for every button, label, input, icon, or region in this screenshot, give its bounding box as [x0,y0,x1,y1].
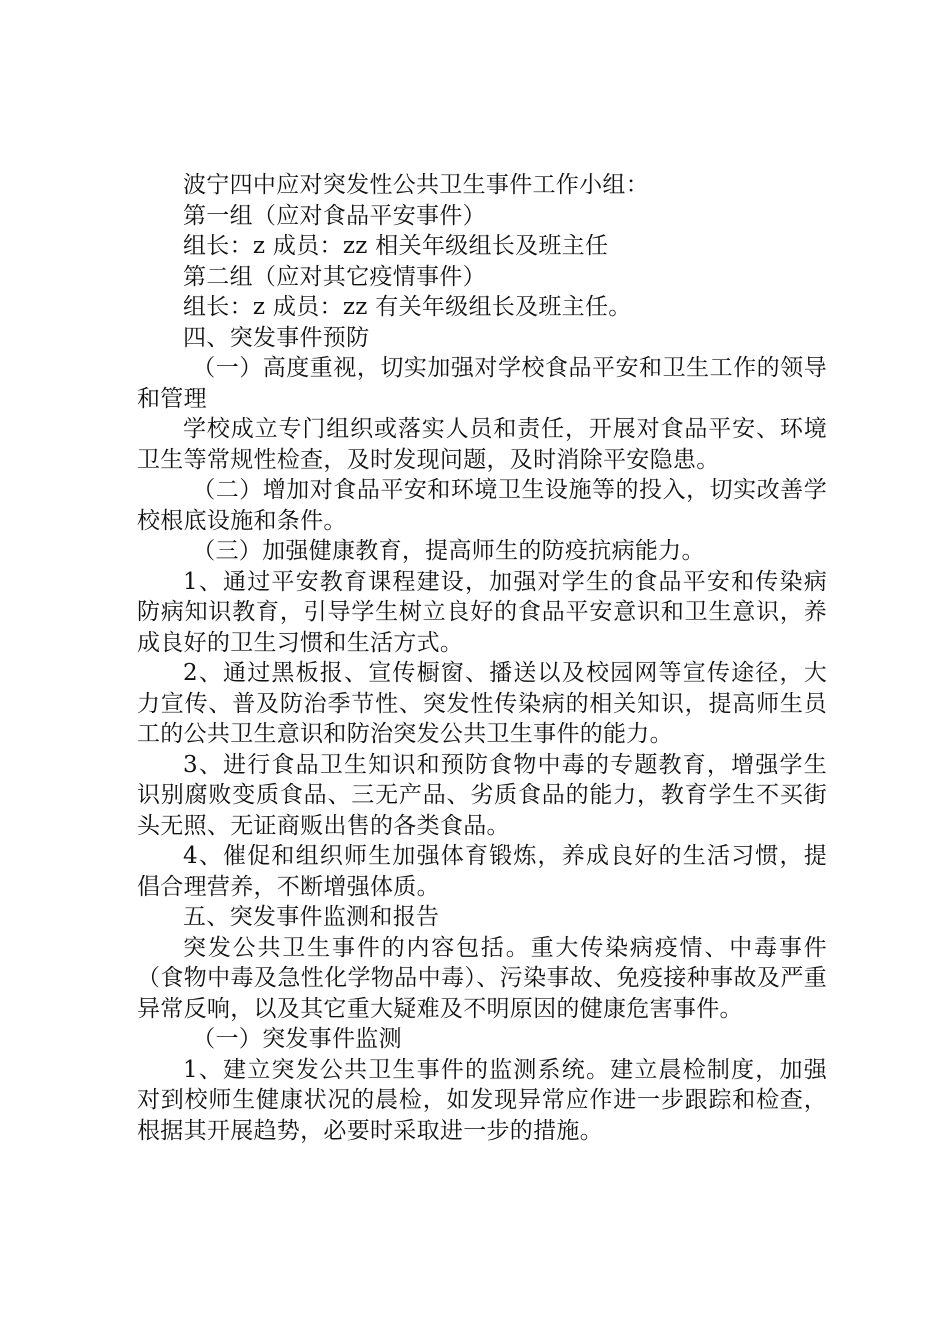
list-item-monitoring-1: 1、建立突发公共卫生事件的监测系统。建立晨检制度，加强对到校师生健康状况的晨检，如发现异常应作进一步跟踪和检查，根据其开展趋势，必要时采取进一步的措施。 [137,1056,827,1144]
list-item-education-1: 1、通过平安教育课程建设，加强对学生的食品平安和传染病防病知识教育，引导学生树立良好的食品平安意识和卫生意识，养成良好的卫生习惯和生活方式。 [137,568,827,656]
subheading-prevention-1: （一）高度重视，切实加强对学校食品平安和卫生工作的领导和管理 [137,355,827,412]
paragraph-working-group-title: 波宁四中应对突发性公共卫生事件工作小组： [183,172,649,198]
section-heading-prevention: 四、突发事件预防 [183,324,370,351]
paragraph-monitoring-scope: 突发公共卫生事件的内容包括。重大传染病疫情、中毒事件（食物中毒及急性化学物品中毒）、污染事故、免疫接种事故及严重异常反响，以及其它重大疑难及不明原因的健康危害事件。 [137,934,827,1022]
paragraph-group-two-members: 组长：z 成员：zz 有关年级组长及班主任。 [183,294,632,320]
list-item-education-3: 3、进行食品卫生知识和预防食物中毒的专题教育，增强学生识别腐败变质食品、三无产品、劣质食品的能力，教育学生不买街头无照、无证商贩出售的各类食品。 [137,751,827,839]
subheading-monitoring-1: （一）突发事件监测 [192,1026,402,1052]
section-heading-monitoring: 五、突发事件监测和报告 [183,904,440,930]
document-body [137,170,827,1146]
list-item-education-2: 2、通过黑板报、宣传橱窗、播送以及校园网等宣传途径，大力宣传、普及防治季节性、突发性传染病的相关知识，提高师生员工的公共卫生意识和防治突发公共卫生事件的能力。 [137,660,827,747]
paragraph-group-one-members: 组长：z 成员：zz 相关年级组长及班主任 [183,233,609,259]
paragraph-prevention-1-body: 学校成立专门组织或落实人员和责任，开展对食品平安、环境卫生等常规性检查，及时发现问题，及时消除平安隐患。 [137,416,827,473]
subheading-prevention-3: （三）加强健康教育，提高师生的防疫抗病能力。 [192,538,705,564]
paragraph-group-one: 第一组（应对食品平安事件） [183,202,486,229]
paragraph-group-two: 第二组（应对其它疫情事件） [183,263,486,290]
list-item-education-4: 4、催促和组织师生加强体育锻炼，养成良好的生活习惯，提倡合理营养，不断增强体质。 [137,843,827,900]
subheading-prevention-2: （二）增加对食品平安和环境卫生设施等的投入，切实改善学校根底设施和条件。 [137,477,827,534]
